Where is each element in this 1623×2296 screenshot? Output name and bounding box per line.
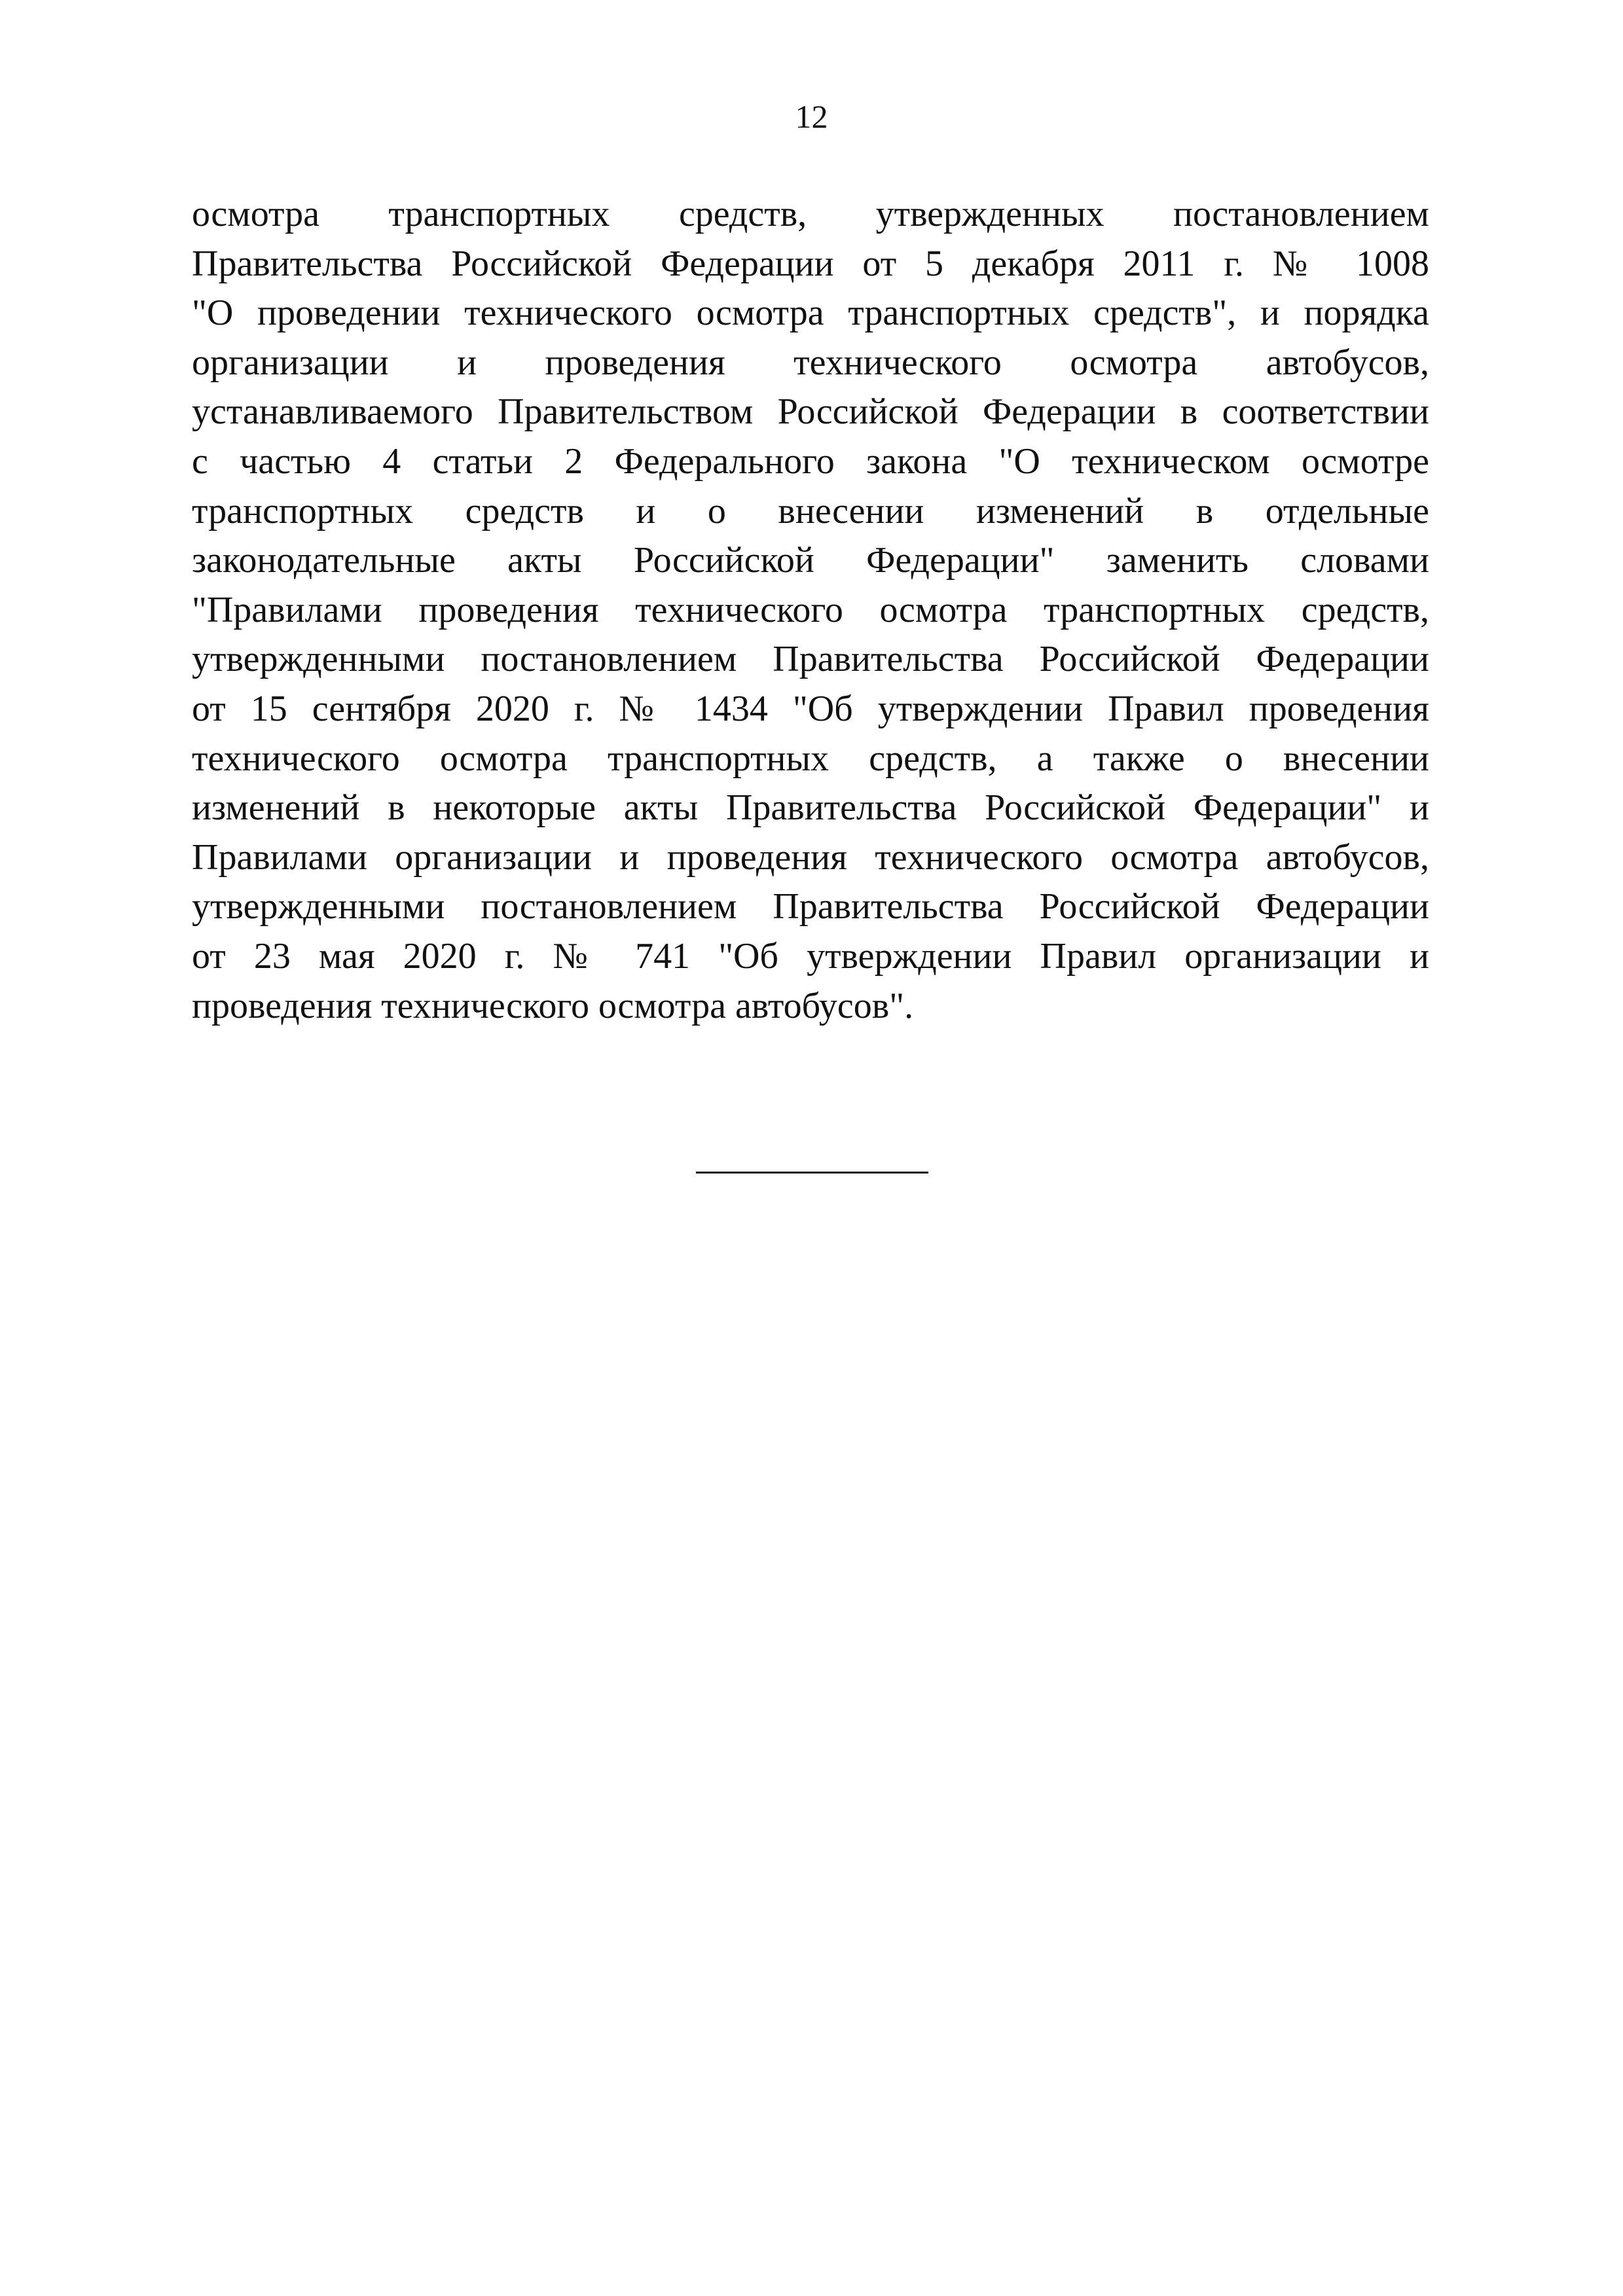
- text-line: проведения технического осмотра автобусов".: [192, 985, 914, 1026]
- text-line: утвержденными постановлением Правительства Российской Федерации: [192, 886, 1429, 927]
- text-line: Правилами организации и проведения технического осмотра автобусов,: [192, 836, 1429, 878]
- text-line: изменений в некоторые акты Правительства Российской Федерации" и: [192, 787, 1429, 829]
- text-line: с частью 4 статьи 2 Федерального закона "О техническом осмотре: [192, 440, 1429, 482]
- text-line: осмотра транспортных средств, утвержденных постановлением: [192, 194, 1429, 234]
- text-line: законодательные акты Российской Федерации" заменить словами: [192, 540, 1429, 581]
- text-line: организации и проведения технического осмотра автобусов,: [192, 342, 1429, 383]
- page-number: 12: [795, 98, 828, 135]
- text-line: "Правилами проведения технического осмотра транспортных средств,: [192, 589, 1429, 630]
- text-line: "О проведении технического осмотра транспортных средств", и порядка: [192, 293, 1429, 334]
- document-body: [192, 190, 1429, 1031]
- text-line: технического осмотра транспортных средств, а также о внесении: [192, 738, 1429, 779]
- end-of-document-rule: [696, 1172, 928, 1174]
- text-line: устанавливаемого Правительством Российской Федерации в соответствии: [192, 391, 1429, 433]
- text-line: от 15 сентября 2020 г. № 1434 "Об утверждении Правил проведения: [192, 688, 1429, 729]
- text-line: утвержденными постановлением Правительства Российской Федерации: [192, 639, 1429, 680]
- text-line: Правительства Российской Федерации от 5 декабря 2011 г. № 1008: [192, 243, 1429, 284]
- text-line: транспортных средств и о внесении изменений в отдельные: [192, 490, 1429, 531]
- text-line: от 23 мая 2020 г. № 741 "Об утверждении Правил организации и: [192, 935, 1429, 977]
